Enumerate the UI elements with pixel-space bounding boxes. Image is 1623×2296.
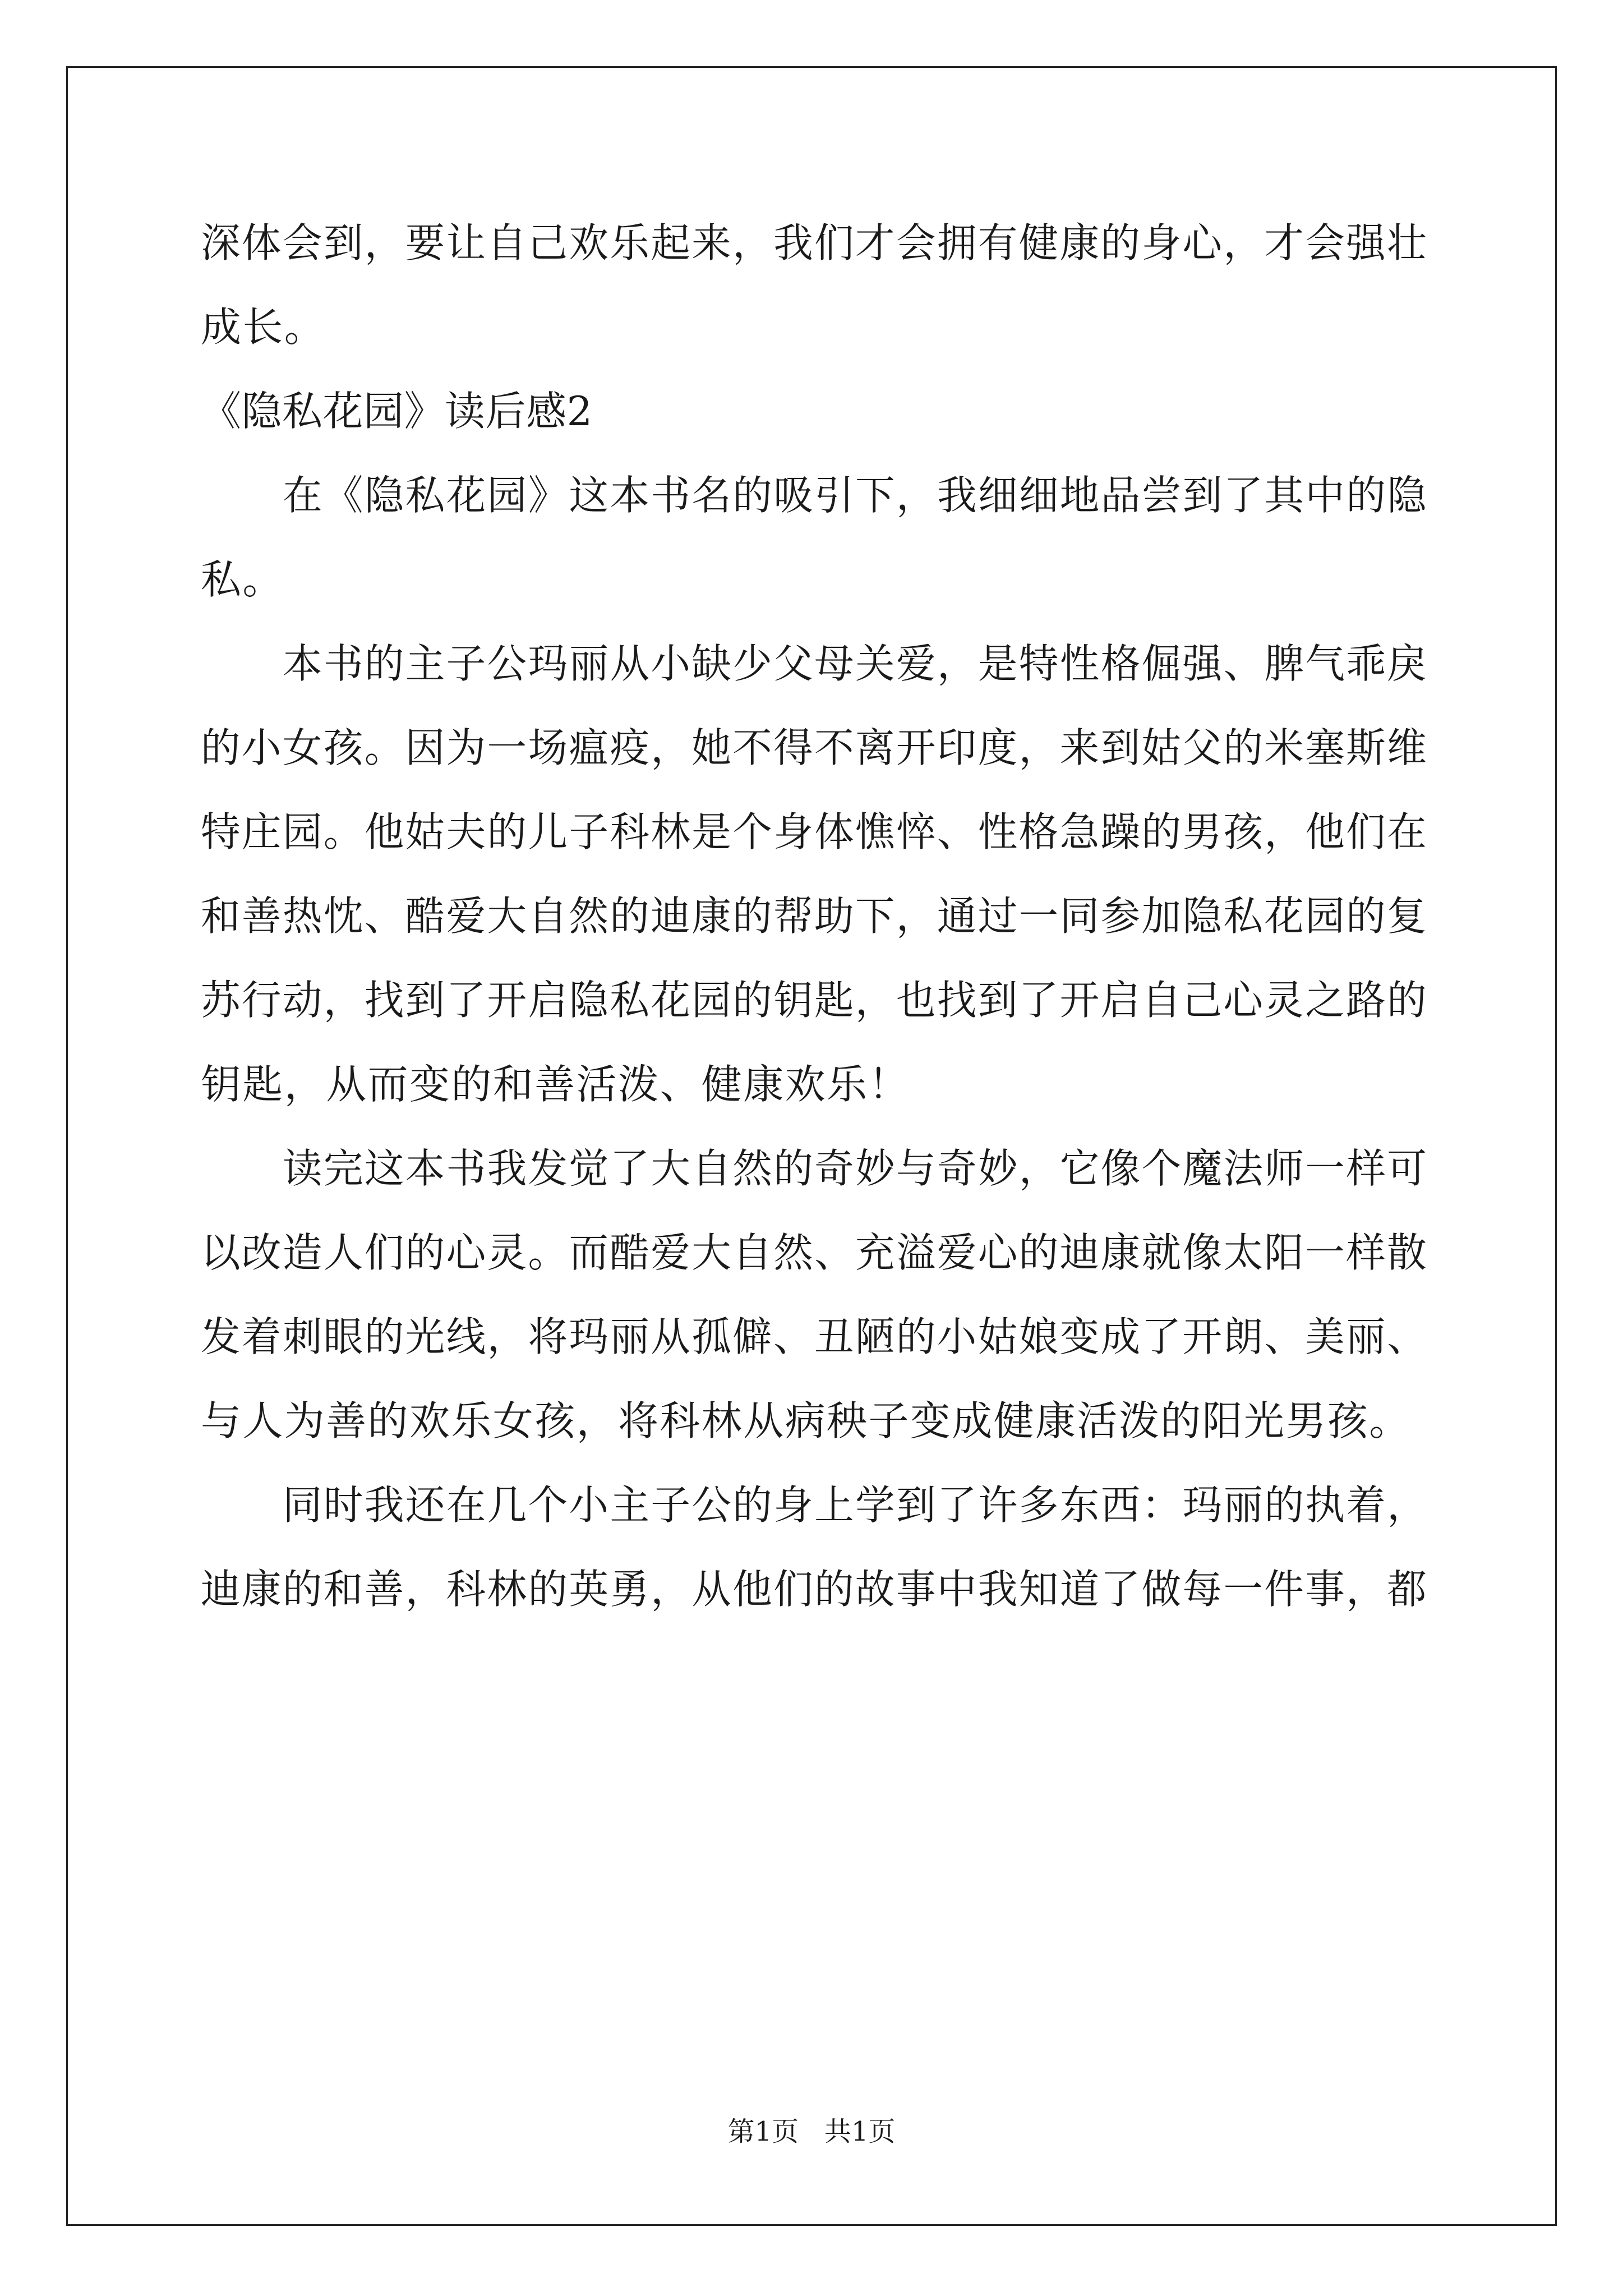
text-line: 钥匙，从而变的和善活泼、健康欢乐！ bbox=[201, 1061, 910, 1108]
text-line: 特庄园。他姑夫的儿子科林是个身体憔悴、性格急躁的男孩，他们在 bbox=[201, 808, 1428, 855]
text-line: 成长。 bbox=[201, 303, 326, 351]
text-line: 以改造人们的心灵。而酷爱大自然、充溢爱心的迪康就像太阳一样散 bbox=[201, 1229, 1428, 1276]
text-line: 迪康的和善，科林的英勇，从他们的故事中我知道了做每一件事，都 bbox=[201, 1566, 1428, 1613]
text-line: 私。 bbox=[201, 556, 284, 603]
text-line: 深体会到，要让自己欢乐起来，我们才会拥有健康的身心，才会强壮 bbox=[201, 219, 1428, 266]
text-line: 与人为善的欢乐女孩，将科林从病秧子变成健康活泼的阳光男孩。 bbox=[201, 1397, 1411, 1444]
paragraph-first-line: 同时我还在几个小主子公的身上学到了许多东西：玛丽的执着， bbox=[283, 1481, 1428, 1529]
paragraph-first-line: 在《隐私花园》这本书名的吸引下，我细细地品尝到了其中的隐 bbox=[283, 472, 1428, 519]
text-line: 发着刺眼的光线，将玛丽从孤僻、丑陋的小姑娘变成了开朗、美丽、 bbox=[201, 1313, 1428, 1360]
text-line: 的小女孩。因为一场瘟疫，她不得不离开印度，来到姑父的米塞斯维 bbox=[201, 724, 1428, 771]
paragraph-first-line: 读完这本书我发觉了大自然的奇妙与奇妙，它像个魔法师一样可 bbox=[283, 1145, 1428, 1192]
text-line: 苏行动，找到了开启隐私花园的钥匙，也找到了开启自己心灵之路的 bbox=[201, 977, 1428, 1024]
page-footer: 第1页 共1页 bbox=[727, 2116, 896, 2147]
text-line: 和善热忱、酷爱大自然的迪康的帮助下，通过一同参加隐私花园的复 bbox=[201, 892, 1428, 940]
paragraph-first-line: 本书的主子公玛丽从小缺少父母关爱，是特性格倔强、脾气乖戾 bbox=[283, 640, 1428, 687]
section-heading: 《隐私花园》读后感2 bbox=[201, 388, 593, 435]
